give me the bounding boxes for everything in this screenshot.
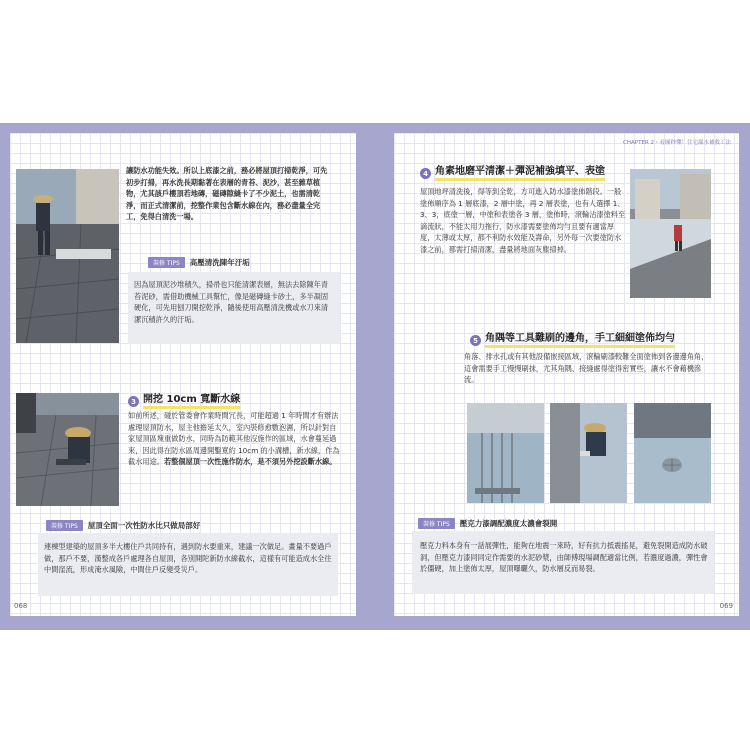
tip-title: 高壓清洗陳年汙垢: [189, 258, 250, 267]
tip-header-acrylic: [418, 518, 557, 529]
worker-brushing-photo: [550, 403, 627, 503]
section-3-body-text: 如前所述，碰於管委會作業時間冗長，可能超過 1 年時間才有辦法處理屋頂防水，屋主他擔延太久，室內裝修愈數泡濕，所以針對自家屋頂區塊重做防水，同時為防範其他沒施作的區域，水會蔓延過來，因此得在防水區周邊開鑿寬約 10cm 的小溝槽，新水線，作為截水用途。: [128, 411, 340, 466]
tips-badge: 裝修 TIPS: [148, 257, 185, 268]
floor-drain-photo: [634, 403, 711, 503]
section-4-heading: [420, 166, 605, 181]
tip-title: 壓克力漆調配濃度太濃會裂開: [459, 519, 558, 528]
page-number: 068: [14, 602, 28, 610]
tips-badge: 裝修 TIPS: [46, 520, 83, 531]
tip-title: 屋頂全面一次性防水比只做局部好: [87, 521, 201, 530]
worker-trench-photo: [16, 393, 119, 506]
tip-body: 壓克力料本身有一話展彈性，能夠在地震一來時，好有抗力抵震搖晃，避免裂開造成防水破洞，但壓克力漆同同定作需要的水泥砂漿，由師傅現場調配適當比例，若濃度過濃，彈性會於僵硬，加上塗佈太厚，屋頂曝曬久，防水層反而易裂。: [420, 541, 708, 573]
section-title: 角素地磨平清潔＋彈泥補強填平、表塗: [435, 166, 605, 181]
intro-text: 讓防水功能失效。所以上底漆之前，務必將屋頂打掃乾淨，可先初步打掃，再水洗長期黏著在表層的青苔、泥沙，甚至雜草植物，尤其該戶樓頂若地磚，磁磚隙縫卡了不少泥土，也需清乾淨，而正式清潔前，挖整作業包含斷水線在內，務必盡量全完工，免得白清洗一場。: [126, 166, 328, 221]
page-number: 069: [719, 602, 733, 610]
section-number-badge: 3: [128, 396, 139, 407]
section-number-badge: 5: [470, 335, 481, 346]
section-3-heading: [128, 394, 240, 409]
section-5-body: 角落、排水孔或有其他設備嵌接區域，滾輪刷漆較難全面塗佈到各邊邊角角，這會需要手工慢慢刷抹，尤其角隅、接縫處得塗得密實些，讓水不會藉機滲流。: [464, 352, 709, 384]
chapter-label: CHAPTER 2・看圖秒懂！住宅漏水補救工法: [623, 140, 731, 146]
section-3-body-bold: 若整個屋頂一次性施作防水，是不須另外挖設斷水線。: [163, 457, 337, 466]
section-5-heading: [470, 333, 675, 348]
tip-body: 連棟型建築的屋頂多半大樓住戶共同持有，遇到防水要重來，建議一次做足。畫量不要過戶做，那戶不要，漢整成各戶處理各自屋頂，各別開陀新防水線截水，這樣有可能造成水全往中間窪流，形成淹水風險，中間住戶反變受災戶。: [44, 542, 332, 574]
tips-badge: 裝修 TIPS: [418, 518, 455, 529]
drain-grate-photo: [467, 403, 544, 503]
section-3-body: [128, 410, 342, 468]
worker-cleaning-photo: [16, 169, 119, 343]
rooftop-painted-photo: [630, 169, 711, 298]
right-page: [394, 133, 739, 616]
section-4-body: 屋頂地坪清洗後，得等到全乾，方可進入防水漆塗佈階段。一般塗佈順序為 1 層底漆，2 層中塗，再 2 層表塗，也有人選擇 1、3、3，底塗一層，中塗和表塗各 3 層，塗佈時，滾輪沾漆塗料至滴流狀，不能太用力拖行，防水漆需要塗佈均勻且要有適當厚度，太薄或太厚，都不利防水效能及壽命，另外每一次要塗防水漆之前，都需打掃清潔，盡量將地面灰塵掃掉。: [420, 187, 626, 254]
tip-header-full-roof: [46, 520, 200, 531]
tip-header-high-pressure: [148, 257, 250, 268]
section-title: 開挖 10cm 寬斷水線: [143, 394, 240, 409]
tip-body: 因為屋頂泥沙堆積久，掃帚也只能清潔表層，無法去除陳年青苔泥砂，需借助機械工具幫忙，像是磁磚縫卡砂土，多半凝固硬化，可先用刨刀開挖乾淨，隨後使用高壓清洗機或水刀來清潔沉積許久的汙垢。: [134, 280, 329, 324]
section-number-badge: 4: [420, 168, 431, 179]
left-page: [10, 133, 356, 616]
section-title: 角隅等工具難刷的邊角，手工細細塗佈均勻: [485, 333, 675, 348]
